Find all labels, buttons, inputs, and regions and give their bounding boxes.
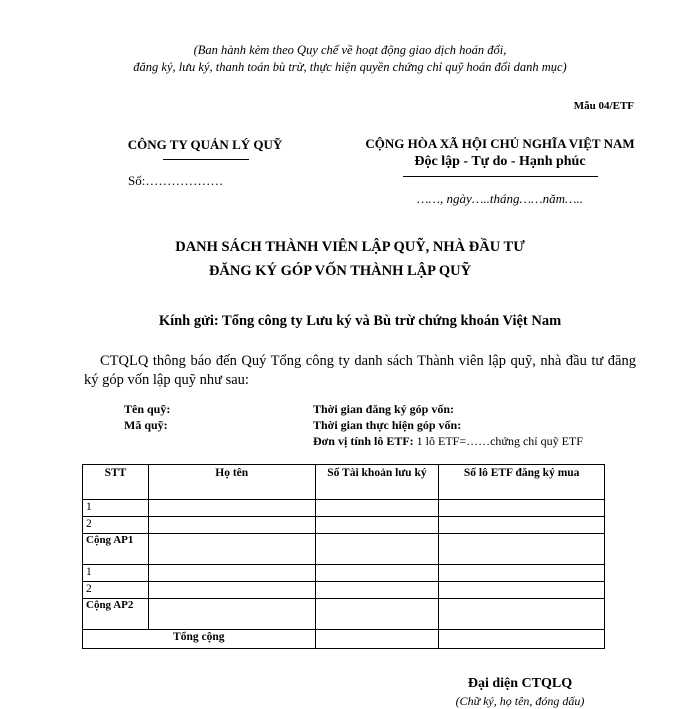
row-account-cell <box>315 517 439 534</box>
row-lots-cell <box>439 582 605 599</box>
row-name-cell <box>148 517 315 534</box>
column-header-stt: STT <box>83 465 149 500</box>
row-stt: 1 <box>83 565 149 582</box>
company-underline <box>163 159 249 160</box>
date-line: ……, ngày…..tháng……năm….. <box>416 191 584 206</box>
etf-unit-value: 1 lô ETF=……chứng chỉ quỹ ETF <box>413 434 583 448</box>
motto-underline <box>403 176 598 177</box>
table-row <box>83 565 605 582</box>
row-account-cell <box>315 565 439 582</box>
row-lots-cell <box>439 534 605 565</box>
row-name-cell <box>148 500 315 517</box>
republic-heading: CỘNG HÒA XÃ HỘI CHỦ NGHĨA VIỆT NAM <box>365 136 635 151</box>
total-label: Tổng cộng <box>83 630 316 649</box>
table-header-row <box>83 465 605 500</box>
table-row <box>83 517 605 534</box>
row-name-cell <box>148 534 315 565</box>
total-account-cell <box>315 630 439 649</box>
row-stt: 1 <box>83 500 149 517</box>
table-row-subtotal <box>83 534 605 565</box>
row-account-cell <box>315 500 439 517</box>
header-note-line1: (Ban hành kèm theo Quy chế về hoạt động giao dịch hoán đổi, <box>193 43 507 57</box>
fund-name-label: Tên quỹ: <box>124 402 171 416</box>
row-name-cell <box>148 599 315 630</box>
column-header-account: Số Tài khoản lưu ký <box>315 465 439 500</box>
row-name-cell <box>148 565 315 582</box>
total-lots-cell <box>439 630 605 649</box>
table-row <box>83 500 605 517</box>
row-account-cell <box>315 534 439 565</box>
row-name-cell <box>148 582 315 599</box>
document-number: Số:……………… <box>128 173 224 188</box>
row-stt: Cộng AP1 <box>83 534 149 565</box>
registration-time-label: Thời gian đăng ký góp vốn: <box>313 402 455 416</box>
execution-time-label: Thời gian thực hiện góp vốn: <box>313 418 462 432</box>
row-lots-cell <box>439 599 605 630</box>
row-lots-cell <box>439 500 605 517</box>
document-title-line2: ĐĂNG KÝ GÓP VỐN THÀNH LẬP QUỸ <box>208 263 472 279</box>
row-lots-cell <box>439 565 605 582</box>
document-title-line1: DANH SÁCH THÀNH VIÊN LẬP QUỸ, NHÀ ĐẦU TƯ <box>175 239 525 255</box>
row-stt: 2 <box>83 517 149 534</box>
row-stt: Cộng AP2 <box>83 599 149 630</box>
table-row-total <box>83 630 605 649</box>
representative-title: Đại diện CTQLQ <box>467 676 573 691</box>
table-row <box>83 582 605 599</box>
header-note-line2: đăng ký, lưu ký, thanh toán bù trừ, thực hiện quyền chứng chỉ quỹ hoán đổi danh mục) <box>133 60 567 74</box>
etf-unit-line <box>313 434 583 449</box>
row-account-cell <box>315 582 439 599</box>
national-motto: Độc lập - Tự do - Hạnh phúc <box>414 154 586 169</box>
header-note <box>0 42 700 76</box>
column-header-etf-lots: Số lô ETF đăng ký mua <box>439 465 605 500</box>
company-name: CÔNG TY QUẢN LÝ QUỸ <box>127 137 283 152</box>
representative-note: (Chữ ký, họ tên, đóng dấu) <box>455 694 585 708</box>
fund-code-label: Mã quỹ: <box>124 418 168 432</box>
table-row-subtotal <box>83 599 605 630</box>
row-stt: 2 <box>83 582 149 599</box>
column-header-name: Họ tên <box>148 465 315 500</box>
row-lots-cell <box>439 517 605 534</box>
row-account-cell <box>315 599 439 630</box>
intro-paragraph: CTQLQ thông báo đến Quý Tổng công ty danh sách Thành viên lập quỹ, nhà đầu tư đăng ký góp vốn lập quỹ như sau: <box>84 353 636 388</box>
form-code: Mẫu 04/ETF <box>573 100 634 112</box>
registration-table <box>82 464 605 649</box>
etf-unit-label: Đơn vị tính lô ETF: <box>313 434 414 448</box>
addressee: Kính gửi: Tổng công ty Lưu ký và Bù trừ chứng khoán Việt Nam <box>158 313 562 329</box>
